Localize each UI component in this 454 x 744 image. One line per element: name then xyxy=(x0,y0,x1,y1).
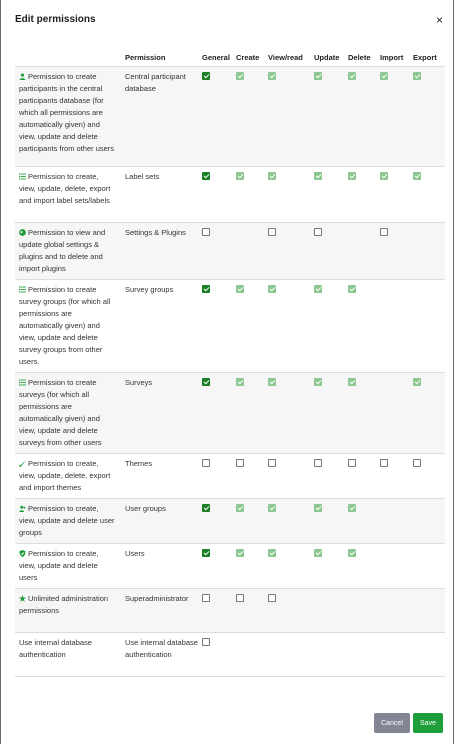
export-checkbox[interactable] xyxy=(413,378,421,386)
cell-create xyxy=(236,373,268,454)
col-import: Import xyxy=(380,53,404,62)
general-checkbox[interactable] xyxy=(202,285,210,293)
cell-delete xyxy=(348,373,380,454)
general-checkbox[interactable] xyxy=(202,172,210,180)
row-permission-name: Themes xyxy=(125,459,153,468)
row-description-text: Permission to create, view, update, delete, export and import themes xyxy=(19,459,111,492)
cell-update xyxy=(314,167,348,223)
edit-permissions-dialog xyxy=(1,0,453,744)
read-checkbox[interactable] xyxy=(268,504,276,512)
cell-update xyxy=(314,633,348,677)
table-row xyxy=(15,544,445,589)
col-description xyxy=(15,48,121,67)
row-description xyxy=(15,544,121,589)
cell-update xyxy=(314,280,348,373)
general-checkbox[interactable] xyxy=(202,638,210,646)
import-checkbox[interactable] xyxy=(380,459,388,467)
cell-general xyxy=(202,373,236,454)
col-update: Update xyxy=(314,53,340,62)
cell-create xyxy=(236,544,268,589)
table-row xyxy=(15,167,445,223)
row-permission-name: Users xyxy=(125,549,145,558)
update-checkbox[interactable] xyxy=(314,504,322,512)
cell-update xyxy=(314,499,348,544)
permissions-table xyxy=(15,48,445,677)
delete-checkbox[interactable] xyxy=(348,72,356,80)
cell-update xyxy=(314,67,348,167)
table-row xyxy=(15,589,445,633)
read-checkbox[interactable] xyxy=(268,285,276,293)
cell-create xyxy=(236,67,268,167)
cell-import xyxy=(380,589,413,633)
cell-import xyxy=(380,499,413,544)
cell-update xyxy=(314,373,348,454)
cell-read xyxy=(268,633,314,677)
create-checkbox[interactable] xyxy=(236,72,244,80)
cell-import xyxy=(380,167,413,223)
table-row xyxy=(15,499,445,544)
cell-export xyxy=(413,167,445,223)
row-description xyxy=(15,499,121,544)
row-description-text: Use internal database authentication xyxy=(19,638,92,659)
cell-update xyxy=(314,223,348,280)
cell-export xyxy=(413,589,445,633)
row-permission-name: Survey groups xyxy=(125,285,174,294)
cell-export xyxy=(413,454,445,499)
cell-create xyxy=(236,499,268,544)
cancel-button[interactable]: Cancel xyxy=(374,713,410,733)
row-description xyxy=(15,633,121,677)
star-icon xyxy=(19,594,26,601)
cell-create xyxy=(236,167,268,223)
row-description xyxy=(15,280,121,373)
cell-create xyxy=(236,589,268,633)
row-description-text: Permission to create, view, update and delete user groups xyxy=(19,504,115,537)
row-description-text: Permission to create, view, update, delete, export and import label sets/labels xyxy=(19,172,111,205)
cell-delete xyxy=(348,499,380,544)
table-row xyxy=(15,633,445,677)
col-read: View/read xyxy=(268,53,303,62)
cell-export xyxy=(413,67,445,167)
cell-delete xyxy=(348,280,380,373)
save-button[interactable]: Save xyxy=(413,713,443,733)
table-row xyxy=(15,280,445,373)
cell-general xyxy=(202,67,236,167)
users-icon xyxy=(19,504,26,511)
cell-export xyxy=(413,633,445,677)
read-checkbox[interactable] xyxy=(268,549,276,557)
cell-update xyxy=(314,454,348,499)
export-checkbox[interactable] xyxy=(413,459,421,467)
create-checkbox[interactable] xyxy=(236,172,244,180)
update-checkbox[interactable] xyxy=(314,549,322,557)
create-checkbox[interactable] xyxy=(236,285,244,293)
cell-export xyxy=(413,223,445,280)
general-checkbox[interactable] xyxy=(202,378,210,386)
cell-delete xyxy=(348,167,380,223)
delete-checkbox[interactable] xyxy=(348,378,356,386)
cell-general xyxy=(202,223,236,280)
row-description-text: Permission to view and update global settings & plugins and to delete and import plugins xyxy=(19,228,106,273)
export-checkbox[interactable] xyxy=(413,172,421,180)
row-description xyxy=(15,67,121,167)
cell-read xyxy=(268,454,314,499)
general-checkbox[interactable] xyxy=(202,549,210,557)
dialog-title: Edit permissions xyxy=(15,14,96,25)
row-description xyxy=(15,454,121,499)
cell-create xyxy=(236,633,268,677)
import-checkbox[interactable] xyxy=(380,172,388,180)
cell-general xyxy=(202,280,236,373)
row-permission-name: Label sets xyxy=(125,172,160,181)
update-checkbox[interactable] xyxy=(314,459,322,467)
update-checkbox[interactable] xyxy=(314,285,322,293)
cell-general xyxy=(202,589,236,633)
col-permission: Permission xyxy=(125,53,166,62)
general-checkbox[interactable] xyxy=(202,228,210,236)
import-checkbox[interactable] xyxy=(380,72,388,80)
create-checkbox[interactable] xyxy=(236,378,244,386)
cell-export xyxy=(413,499,445,544)
cell-import xyxy=(380,67,413,167)
cell-general xyxy=(202,454,236,499)
col-delete: Delete xyxy=(348,53,371,62)
cell-delete xyxy=(348,454,380,499)
cell-delete xyxy=(348,544,380,589)
create-checkbox[interactable] xyxy=(236,594,244,602)
import-checkbox[interactable] xyxy=(380,228,388,236)
read-checkbox[interactable] xyxy=(268,378,276,386)
row-permission-name: User groups xyxy=(125,504,166,513)
row-description-text: Permission to create survey groups (for which all permissions are automatically given) and view, update and delete survey groups from other users. xyxy=(19,285,111,366)
col-create: Create xyxy=(236,53,260,62)
read-checkbox[interactable] xyxy=(268,594,276,602)
list-icon xyxy=(19,285,26,292)
row-permission-name: Surveys xyxy=(125,378,153,387)
cell-update xyxy=(314,589,348,633)
row-description xyxy=(15,223,121,280)
row-description-text: Permission to create, view, update and delete users xyxy=(19,549,99,582)
cell-create xyxy=(236,223,268,280)
cell-import xyxy=(380,454,413,499)
cell-read xyxy=(268,589,314,633)
cell-create xyxy=(236,280,268,373)
row-description xyxy=(15,589,121,633)
cell-read xyxy=(268,67,314,167)
brush-icon xyxy=(19,459,26,466)
create-checkbox[interactable] xyxy=(236,459,244,467)
cell-import xyxy=(380,373,413,454)
col-general: General xyxy=(202,53,230,62)
create-checkbox[interactable] xyxy=(236,549,244,557)
row-permission-name: Settings & Plugins xyxy=(125,228,186,237)
cell-general xyxy=(202,544,236,589)
delete-checkbox[interactable] xyxy=(348,172,356,180)
list-icon xyxy=(19,172,26,179)
cell-general xyxy=(202,167,236,223)
cell-read xyxy=(268,373,314,454)
general-checkbox[interactable] xyxy=(202,72,210,80)
create-checkbox[interactable] xyxy=(236,504,244,512)
row-description xyxy=(15,167,121,223)
read-checkbox[interactable] xyxy=(268,172,276,180)
cell-delete xyxy=(348,67,380,167)
cell-read xyxy=(268,544,314,589)
update-checkbox[interactable] xyxy=(314,378,322,386)
read-checkbox[interactable] xyxy=(268,72,276,80)
col-export: Export xyxy=(413,53,437,62)
cell-read xyxy=(268,499,314,544)
row-permission-name: Superadministrator xyxy=(125,594,189,603)
table-header xyxy=(15,48,445,67)
table-row xyxy=(15,67,445,167)
table-row xyxy=(15,373,445,454)
table-row xyxy=(15,454,445,499)
cell-create xyxy=(236,454,268,499)
cell-import xyxy=(380,544,413,589)
general-checkbox[interactable] xyxy=(202,504,210,512)
cell-import xyxy=(380,280,413,373)
cell-update xyxy=(314,544,348,589)
row-description-text: Permission to create participants in the central participants database (for which all permissions are automatically given) and view, update and delete participants from other users xyxy=(19,72,115,153)
general-checkbox[interactable] xyxy=(202,459,210,467)
cell-general xyxy=(202,633,236,677)
read-checkbox[interactable] xyxy=(268,459,276,467)
close-icon[interactable]: × xyxy=(436,13,444,27)
cell-delete xyxy=(348,633,380,677)
cell-read xyxy=(268,280,314,373)
table-row xyxy=(15,223,445,280)
user-icon xyxy=(19,72,26,79)
read-checkbox[interactable] xyxy=(268,228,276,236)
cell-read xyxy=(268,167,314,223)
cell-export xyxy=(413,544,445,589)
general-checkbox[interactable] xyxy=(202,594,210,602)
delete-checkbox[interactable] xyxy=(348,549,356,557)
cell-export xyxy=(413,280,445,373)
export-checkbox[interactable] xyxy=(413,72,421,80)
globe-icon xyxy=(19,228,26,235)
delete-checkbox[interactable] xyxy=(348,504,356,512)
row-description-text: Unlimited administration permissions xyxy=(19,594,109,615)
cell-import xyxy=(380,223,413,280)
row-permission-name: Central participant database xyxy=(125,72,186,93)
delete-checkbox[interactable] xyxy=(348,459,356,467)
cell-general xyxy=(202,499,236,544)
row-description-text: Permission to create surveys (for which all permissions are automatically given) and view, update and delete surveys from other users xyxy=(19,378,102,447)
cell-export xyxy=(413,373,445,454)
cell-read xyxy=(268,223,314,280)
shield-icon xyxy=(19,549,26,556)
update-checkbox[interactable] xyxy=(314,172,322,180)
cell-delete xyxy=(348,589,380,633)
cell-import xyxy=(380,633,413,677)
cell-delete xyxy=(348,223,380,280)
update-checkbox[interactable] xyxy=(314,72,322,80)
list-icon xyxy=(19,378,26,385)
row-description xyxy=(15,373,121,454)
delete-checkbox[interactable] xyxy=(348,285,356,293)
row-permission-name: Use internal database authentication xyxy=(125,638,198,659)
update-checkbox[interactable] xyxy=(314,228,322,236)
